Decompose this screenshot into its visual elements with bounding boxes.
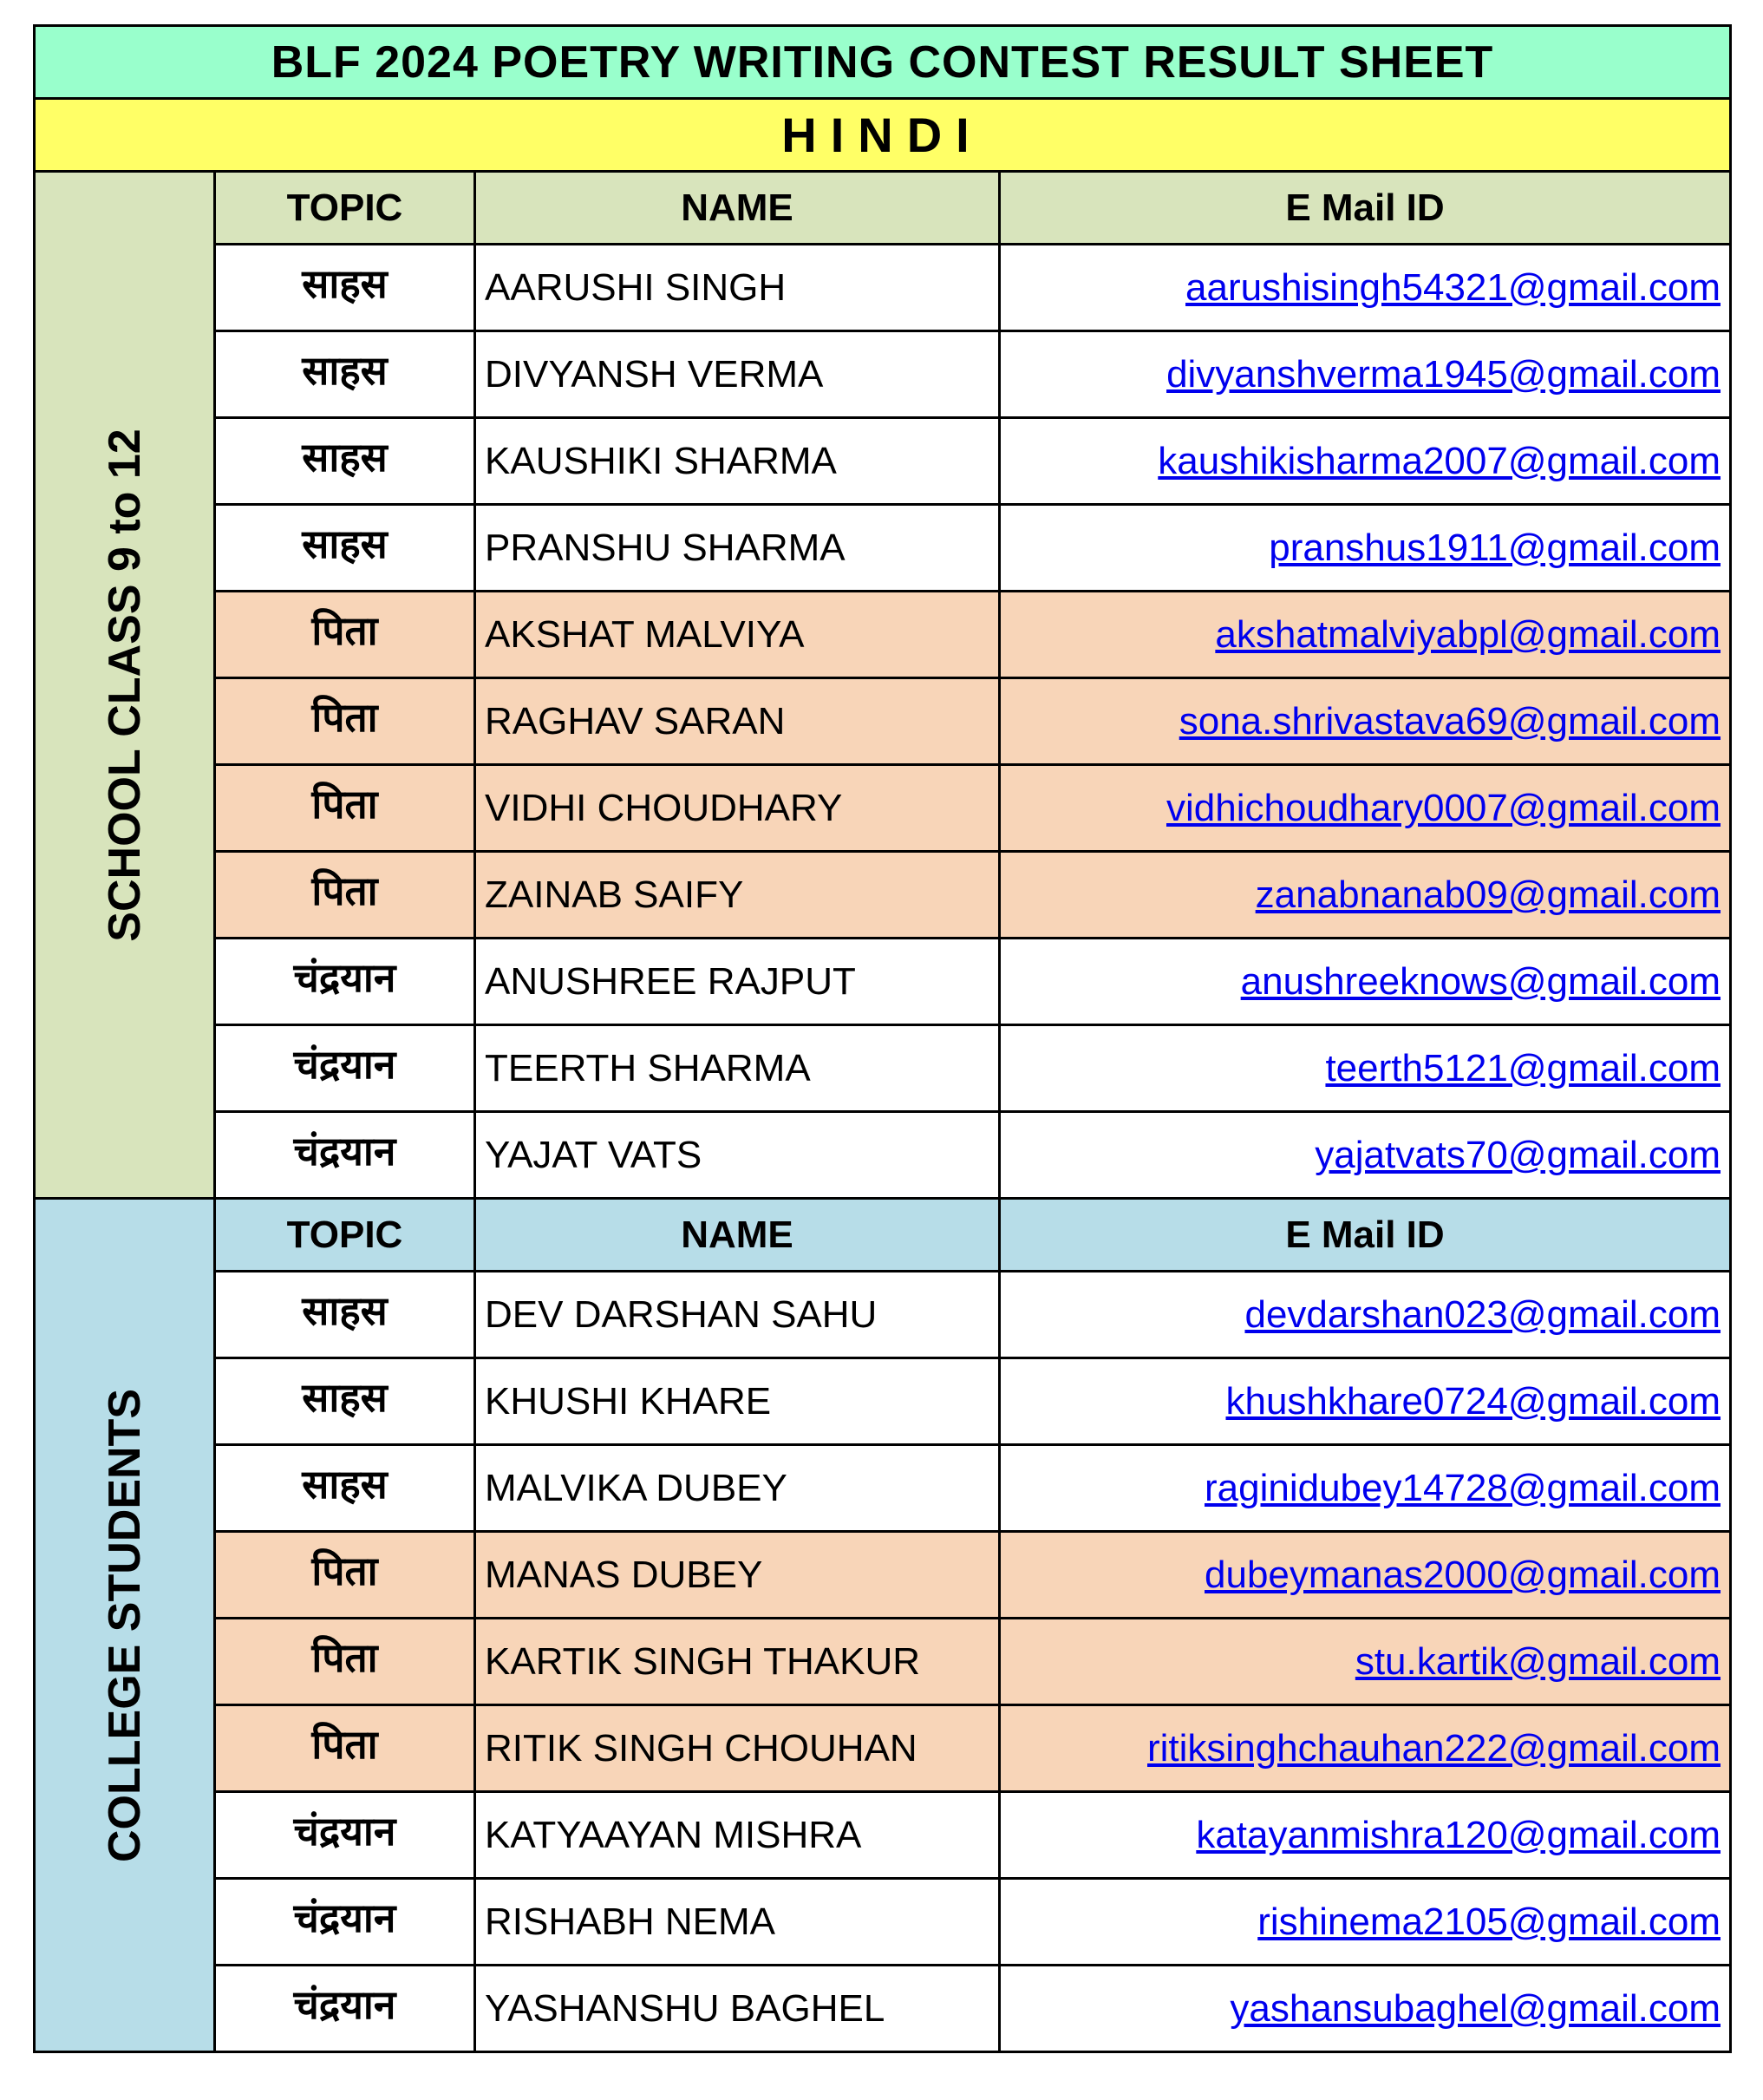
name-column-header: NAME (475, 1199, 1000, 1272)
email-link[interactable]: vidhichoudhary0007@gmail.com (1000, 765, 1731, 852)
table-row (35, 1358, 1731, 1445)
topic-cell: चंद्रयान (215, 939, 475, 1025)
email-link[interactable]: akshatmalviyabpl@gmail.com (1000, 592, 1731, 678)
section-header-row (35, 172, 1731, 245)
name-cell: RAGHAV SARAN (475, 678, 1000, 765)
topic-cell: साहस (215, 1272, 475, 1358)
email-link[interactable]: raginidubey14728@gmail.com (1000, 1445, 1731, 1532)
name-cell: RITIK SINGH CHOUHAN (475, 1705, 1000, 1792)
table-row (35, 1272, 1731, 1358)
name-cell: ZAINAB SAIFY (475, 852, 1000, 939)
name-cell: RISHABH NEMA (475, 1879, 1000, 1966)
email-link[interactable]: ritiksinghchauhan222@gmail.com (1000, 1705, 1731, 1792)
email-link[interactable]: rishinema2105@gmail.com (1000, 1879, 1731, 1966)
topic-cell: पिता (215, 1705, 475, 1792)
name-cell: KAUSHIKI SHARMA (475, 418, 1000, 505)
email-link[interactable]: katayanmishra120@gmail.com (1000, 1792, 1731, 1879)
section-label-cell (35, 172, 215, 1199)
table-row (35, 1619, 1731, 1705)
name-cell: KHUSHI KHARE (475, 1358, 1000, 1445)
table-row (35, 1445, 1731, 1532)
name-cell: TEERTH SHARMA (475, 1025, 1000, 1112)
table-row (35, 1705, 1731, 1792)
table-row (35, 852, 1731, 939)
section-header-row (35, 1199, 1731, 1272)
email-link[interactable]: sona.shrivastava69@gmail.com (1000, 678, 1731, 765)
topic-cell: पिता (215, 592, 475, 678)
result-sheet-table (33, 24, 1732, 2053)
email-link[interactable]: divyanshverma1945@gmail.com (1000, 331, 1731, 418)
email-link[interactable]: kaushikisharma2007@gmail.com (1000, 418, 1731, 505)
topic-cell: पिता (215, 852, 475, 939)
table-row (35, 418, 1731, 505)
table-row (35, 1532, 1731, 1619)
table-row (35, 1792, 1731, 1879)
name-column-header: NAME (475, 172, 1000, 245)
name-cell: MANAS DUBEY (475, 1532, 1000, 1619)
email-link[interactable]: teerth5121@gmail.com (1000, 1025, 1731, 1112)
table-row (35, 1112, 1731, 1199)
email-link[interactable]: anushreeknows@gmail.com (1000, 939, 1731, 1025)
name-cell: KATYAAYAN MISHRA (475, 1792, 1000, 1879)
table-row (35, 1879, 1731, 1966)
name-cell: YASHANSHU BAGHEL (475, 1966, 1000, 2052)
email-column-header: E Mail ID (1000, 172, 1731, 245)
section-label-cell (35, 1199, 215, 2052)
section-label: COLLEGE STUDENTS (99, 1388, 150, 1862)
topic-cell: साहस (215, 505, 475, 592)
email-link[interactable]: stu.kartik@gmail.com (1000, 1619, 1731, 1705)
name-cell: DIVYANSH VERMA (475, 331, 1000, 418)
table-row (35, 1025, 1731, 1112)
table-row (35, 592, 1731, 678)
name-cell: KARTIK SINGH THAKUR (475, 1619, 1000, 1705)
name-cell: ANUSHREE RAJPUT (475, 939, 1000, 1025)
name-cell: MALVIKA DUBEY (475, 1445, 1000, 1532)
email-link[interactable]: devdarshan023@gmail.com (1000, 1272, 1731, 1358)
topic-cell: पिता (215, 765, 475, 852)
section-label: SCHOOL CLASS 9 to 12 (99, 428, 150, 942)
table-row (35, 939, 1731, 1025)
sheet-title: BLF 2024 POETRY WRITING CONTEST RESULT SHEET (35, 26, 1731, 99)
name-cell: VIDHI CHOUDHARY (475, 765, 1000, 852)
name-cell: AKSHAT MALVIYA (475, 592, 1000, 678)
email-link[interactable]: dubeymanas2000@gmail.com (1000, 1532, 1731, 1619)
name-cell: YAJAT VATS (475, 1112, 1000, 1199)
name-cell: AARUSHI SINGH (475, 245, 1000, 331)
table-row (35, 245, 1731, 331)
topic-column-header: TOPIC (215, 1199, 475, 1272)
table-row (35, 331, 1731, 418)
topic-cell: साहस (215, 1358, 475, 1445)
topic-cell: चंद्रयान (215, 1792, 475, 1879)
topic-cell: साहस (215, 418, 475, 505)
topic-cell: साहस (215, 331, 475, 418)
topic-column-header: TOPIC (215, 172, 475, 245)
topic-cell: चंद्रयान (215, 1112, 475, 1199)
title-row (35, 26, 1731, 99)
email-link[interactable]: yajatvats70@gmail.com (1000, 1112, 1731, 1199)
language-row (35, 99, 1731, 172)
topic-cell: चंद्रयान (215, 1879, 475, 1966)
topic-cell: चंद्रयान (215, 1025, 475, 1112)
table-row (35, 505, 1731, 592)
topic-cell: पिता (215, 678, 475, 765)
email-link[interactable]: yashansubaghel@gmail.com (1000, 1966, 1731, 2052)
table-row (35, 1966, 1731, 2052)
email-link[interactable]: pranshus1911@gmail.com (1000, 505, 1731, 592)
name-cell: PRANSHU SHARMA (475, 505, 1000, 592)
topic-cell: चंद्रयान (215, 1966, 475, 2052)
table-row (35, 678, 1731, 765)
table-row (35, 765, 1731, 852)
email-link[interactable]: zanabnanab09@gmail.com (1000, 852, 1731, 939)
topic-cell: साहस (215, 245, 475, 331)
language-heading: HINDI (35, 99, 1731, 172)
name-cell: DEV DARSHAN SAHU (475, 1272, 1000, 1358)
email-link[interactable]: aarushisingh54321@gmail.com (1000, 245, 1731, 331)
email-link[interactable]: khushkhare0724@gmail.com (1000, 1358, 1731, 1445)
topic-cell: पिता (215, 1532, 475, 1619)
email-column-header: E Mail ID (1000, 1199, 1731, 1272)
topic-cell: साहस (215, 1445, 475, 1532)
topic-cell: पिता (215, 1619, 475, 1705)
